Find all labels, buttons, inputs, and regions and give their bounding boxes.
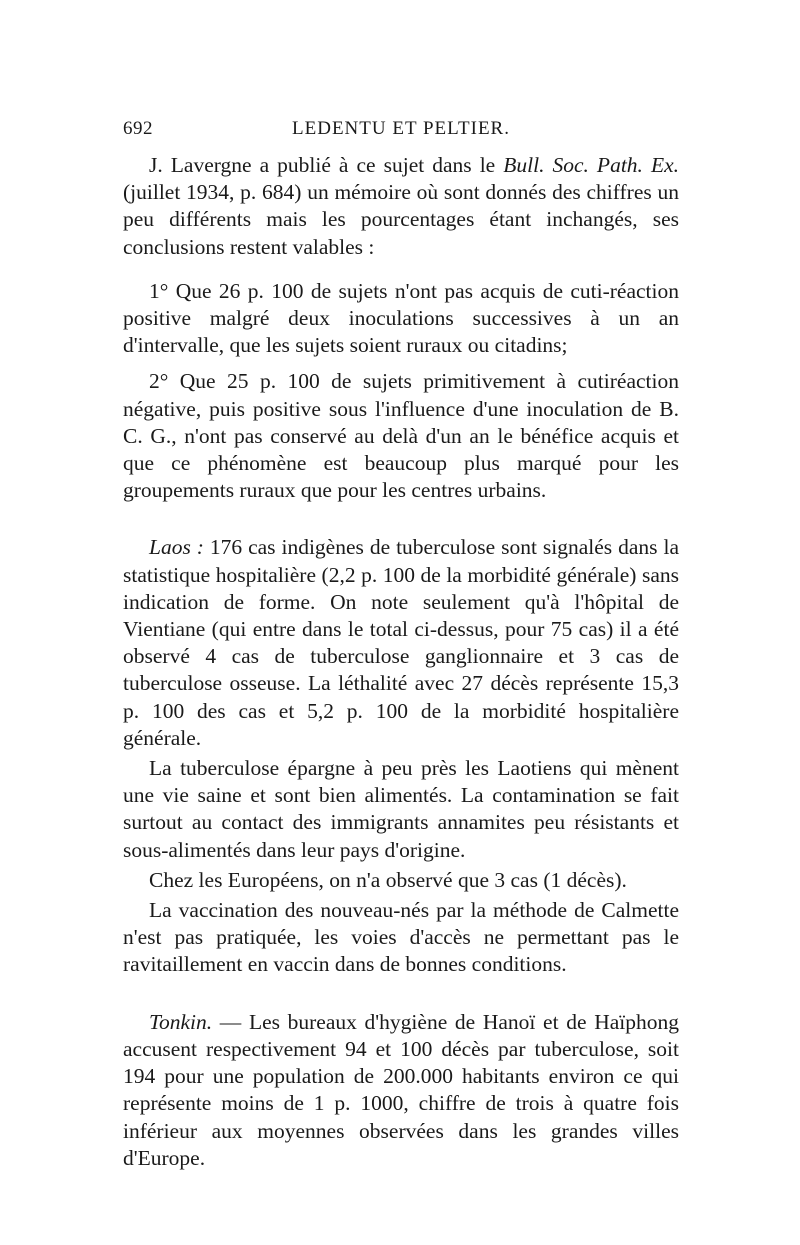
page-number: 692 — [123, 118, 153, 139]
tonkin-text: — Les bureaux d'hygiène de Hanoï et de Haïphong accusent respectivement 94 et 100 décès par tuberculose, soit 194 pour une population de 200.000 habitants environ ce qui représente moins de 1 p. 1000, chiffre de trois à quatre fois inférieur aux moyennes observées dans les grandes villes d'Europe. — [123, 1009, 679, 1170]
header-title: LEDENTU ET PELTIER. — [292, 118, 510, 139]
running-head — [123, 118, 679, 146]
paragraph-laos — [123, 534, 679, 752]
paragraph-lavergne — [123, 152, 679, 261]
paragraph-conclusion-1: 1° Que 26 p. 100 de sujets n'ont pas acquis de cuti-réaction positive malgré deux inoculations successives à un an d'intervalle, que les sujets soient ruraux ou citadins; — [123, 278, 679, 358]
paragraph-lavergne-after: (juillet 1934, p. 684) un mémoire où sont donnés des chiffres un peu différents mais les pourcentages étant inchangés, ses conclusions restent valables : — [123, 180, 679, 259]
paragraph-conclusion-2: 2° Que 25 p. 100 de sujets primitivement à cutiréaction négative, puis positive sous l'influence d'une inoculation de B. C. G., n'ont pas conservé au delà d'un an le bénéfice acquis et que ce phénomène est beaucoup plus marqué pour les groupements ruraux que pour les centres urbains. — [123, 369, 679, 503]
paragraph-europeens: Chez les Européens, on n'a observé que 3 cas (1 décès). — [149, 867, 627, 892]
paragraph-laotiens: La tuberculose épargne à peu près les Laotiens qui mènent une vie saine et sont bien alimentés. La contamination se fait surtout au contact des immigrants annamites peu résistants et sous-alimentés dans leur pays d'origine. — [123, 756, 679, 862]
paragraph-lavergne-before: J. Lavergne a publié à ce sujet dans le — [149, 153, 504, 177]
laos-label: Laos : — [149, 535, 204, 560]
body-text — [123, 152, 679, 1172]
paragraph-tonkin — [123, 1009, 679, 1172]
tonkin-label: Tonkin. — [149, 1009, 213, 1034]
laos-text: 176 cas indigènes de tuberculose sont signalés dans la statistique hospitalière (2,2 p. 100 de la morbidité générale) sans indication de forme. On note seulement qu'à l'hôpital de Vientiane (qui entre dans le total ci-dessus, pour 75 cas) il a été observé 4 cas de tuberculose ganglionnaire et 3 cas de tuberculose osseuse. La léthalité avec 27 décès représente 15,3 p. 100 des cas et 5,2 p. 100 de la morbidité hospitalière générale. — [123, 535, 680, 750]
journal-title: Bull. Soc. Path. Ex. — [503, 153, 679, 177]
paragraph-vaccination: La vaccination des nouveau-nés par la méthode de Calmette n'est pas pratiquée, les voies d'accès ne permettant pas le ravitaillement en vaccin dans de bonnes conditions. — [123, 898, 679, 977]
